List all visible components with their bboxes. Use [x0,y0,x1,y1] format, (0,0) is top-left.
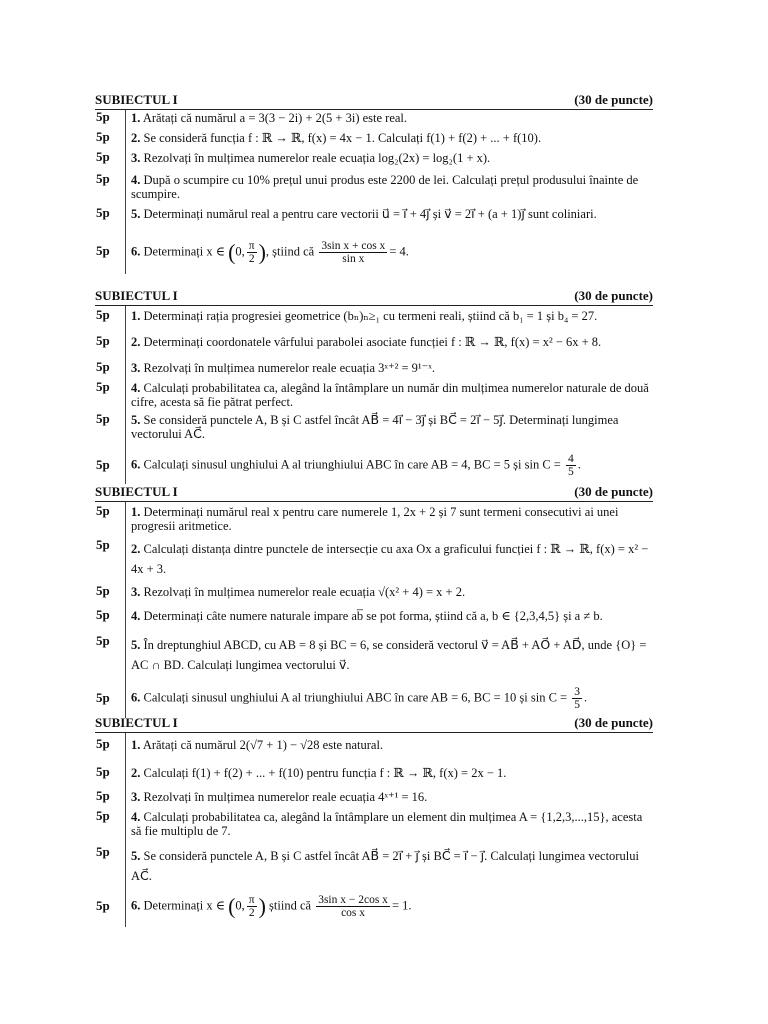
problem-points: 5p [96,333,110,348]
problem-number: 6. [131,457,141,472]
problem-text: Se consideră punctele A, B și C astfel încât AB⃗ = 2i⃗ + j⃗ și BC⃗ = i⃗ − j⃗. Calculați lungimea vectorului AC⃗. [131,849,639,883]
problem-number: 3. [131,585,141,599]
section-points: (30 de puncte) [574,288,653,303]
problem-text: Calculați distanța dintre punctele de intersecție cu axa Ox a graficului funcției f : ℝ → ℝ, f(x) = x² − 4x + 3. [131,542,649,576]
equation-fraction: $\frac{\text{3sin x + cos x}}{\text{sin x}}$ [321,240,386,265]
problem-text: Calculați probabilitatea ca, alegând la întâmplare un element din mulțimea A = {1,2,3,...,15}, acesta să fie multiplu de 7. [131,810,643,838]
interval-fraction: $\frac{\pi}{2}$ [248,240,255,265]
problem-text: Determinați rația progresiei geometrice (bₙ)ₙ≥₁ cu termeni reali, știind că b₁ = 1 și b₄ = 27. [143,309,598,323]
problem-list [96,502,653,718]
problem-item: 5p 6. Calculați sinusul unghiului A al triunghiului ABC în care AB = 4, BC = 5 și sin C = $\frac{4}{5}$ . [96,453,581,478]
section-title: SUBIECTUL I [95,715,178,730]
problem-text: Arătați că numărul 2(√7 + 1) − √28 este natural. [142,738,384,752]
problem-item [96,379,653,412]
problem-text: Calculați probabilitatea ca, alegând la întâmplare un număr din mulțimea numerelor naturale de două cifre, acesta să fie pătrat perfect. [131,381,649,409]
problem-list [96,306,653,484]
problem-item [96,632,653,678]
section-title: SUBIECTUL I [95,92,178,107]
section-header [95,484,653,502]
problem-points: 5p [96,243,110,258]
subject-section-1 [95,92,653,274]
problem-text: Rezolvați în mulțimea numerelor reale ecuația log₂(2x) = log₂(1 + x). [143,151,491,165]
problem-points: 5p [96,411,110,426]
problem-points: 5p [96,205,110,220]
problem-number: 4. [131,173,141,187]
problem-number: 4. [131,381,141,395]
problem-item [96,502,653,536]
problem-item [96,733,653,763]
problem-text: Rezolvați în mulțimea numerelor reale ecuația 3ˣ⁺² = 9¹⁻ˣ. [143,361,435,375]
problem-number: 5. [131,207,141,221]
problem-number: 5. [131,413,141,427]
problem-number: 3. [131,151,141,165]
problem-list [96,733,653,927]
problem-points: 5p [96,898,110,913]
problem-text: Calculați sinusul unghiului A al triunghiului ABC în care AB = 6, BC = 10 și sin C = [143,690,568,705]
problem-item [96,580,653,606]
problem-points: 5p [96,149,110,164]
problem-points: 5p [96,503,110,518]
problem-number: 2. [131,131,141,145]
problem-points: 5p [96,633,110,648]
problem-points: 5p [96,537,110,552]
equation-fraction: $\frac{3}{5}$ [574,686,580,711]
problem-text: Determinați câte numere naturale impare ab̅ se pot forma, știind că a, b ∈ {2,3,4,5} și a ≠ b. [143,609,603,623]
subject-section-2 [95,288,653,484]
problem-number: 1. [131,111,141,125]
problem-item [96,358,653,380]
problem-item: 5p 6. Determinați x ∈ (0, $\frac{\pi}{2}$ ) știind că $\frac{\text{3sin x − 2cos x}}{\text{cos x}}$ = 1. [96,893,412,919]
problem-text: Determinați x ∈ [143,244,225,259]
problem-text: Determinați numărul real a pentru care vectorii u⃗ = i⃗ + 4j⃗ și v⃗ = 2i⃗ + (a + 1)j⃗ sunt coliniari. [143,207,597,221]
problem-item: 5p 6. Determinați x ∈ (0, $\frac{\pi}{2}$ ), știind că $\frac{\text{3sin x + cos x}}{\text{sin x}}$ = 4. [96,239,409,265]
problem-text: Se consideră punctele A, B și C astfel încât AB⃗ = 4i⃗ − 3j⃗ și BC⃗ = 2i⃗ − 5j⃗. Determinați lungimea vectorului AC⃗. [131,413,619,441]
section-header [95,288,653,306]
section-points: (30 de puncte) [574,92,653,107]
problem-number: 6. [131,898,141,913]
problem-points: 5p [96,736,110,751]
problem-text: Se consideră funcția f : ℝ → ℝ, f(x) = 4x − 1. Calculați f(1) + f(2) + ... + f(10). [143,131,542,145]
problem-item: 5p 6. Calculați sinusul unghiului A al triunghiului ABC în care AB = 6, BC = 10 și sin C = $\frac{3}{5}$ . [96,686,588,711]
problem-points: 5p [96,379,110,394]
problem-number: 6. [131,244,141,259]
problem-points: 5p [96,457,110,472]
problem-points: 5p [96,764,110,779]
problem-number: 4. [131,810,141,824]
problem-number: 1. [131,309,141,323]
subject-section-3 [95,484,653,718]
problem-number: 3. [131,361,141,375]
problem-points: 5p [96,690,110,705]
problem-text: Calculați f(1) + f(2) + ... + f(10) pentru funcția f : ℝ → ℝ, f(x) = 2x − 1. [143,766,507,780]
problem-points: 5p [96,607,110,622]
problem-text: Determinați coordonatele vârfului parabolei asociate funcției f : ℝ → ℝ, f(x) = x² − 6x + 8. [143,335,602,349]
problem-number: 5. [131,849,141,863]
problem-text: Rezolvați în mulțimea numerelor reale ecuația 4ˣ⁺¹ = 16. [143,790,428,804]
problem-text: Rezolvați în mulțimea numerelor reale ecuația √(x² + 4) = x + 2. [143,585,466,599]
problem-item [96,204,653,230]
problem-number: 2. [131,766,141,780]
problem-item [96,149,653,172]
subject-section-4 [95,715,653,927]
problem-text: Determinați x ∈ [143,898,225,913]
interval-fraction: $\frac{\pi}{2}$ [248,894,255,919]
problem-points: 5p [96,171,110,186]
problem-number: 3. [131,790,141,804]
problem-item [96,109,653,130]
problem-item [96,332,653,358]
section-title: SUBIECTUL I [95,288,178,303]
problem-points: 5p [96,109,110,124]
problem-number: 2. [131,542,141,556]
problem-number: 1. [131,738,141,752]
problem-number: 4. [131,609,141,623]
problem-text: După o scumpire cu 10% prețul unui produs este 2200 de lei. Calculați prețul produsului înainte de scumpire. [131,173,639,201]
problem-points: 5p [96,359,110,374]
problem-number: 5. [131,638,141,652]
problem-points: 5p [96,307,110,322]
problem-number: 1. [131,505,141,519]
section-header [95,715,653,733]
problem-text: Calculați sinusul unghiului A al triunghiului ABC în care AB = 4, BC = 5 și sin C = [143,457,561,472]
problem-item [96,787,653,809]
problem-points: 5p [96,583,110,598]
problem-item [96,606,653,632]
problem-item [96,843,653,885]
problem-text: În dreptunghiul ABCD, cu AB = 8 și BC = 6, se consideră vectorul v⃗ = AB⃗ + AO⃗ + AD⃗, unde {O} = AC ∩ BD. Calculați lungimea vectorului v⃗. [131,638,647,672]
problem-item [96,129,653,150]
problem-text: Arătați că numărul a = 3(3 − 2i) + 2(5 + 3i) este real. [142,111,408,125]
problem-item [96,536,653,580]
problem-item [96,306,653,332]
section-title: SUBIECTUL I [95,484,178,499]
problem-item [96,808,653,843]
section-points: (30 de puncte) [574,715,653,730]
problem-item [96,171,653,204]
section-header [95,92,653,110]
problem-points: 5p [96,808,110,823]
problem-item [96,411,653,446]
problem-points: 5p [96,788,110,803]
equation-fraction: $\frac{4}{5}$ [567,453,574,478]
problem-points: 5p [96,129,110,144]
problem-number: 6. [131,690,141,705]
problem-number: 2. [131,335,141,349]
problem-text: Determinați numărul real x pentru care numerele 1, 2x + 2 și 7 sunt termeni consecutivi ai unei progresii aritmetice. [131,505,619,533]
problem-item [96,763,653,787]
problem-list [96,109,653,274]
problem-points: 5p [96,844,110,859]
equation-fraction: $\frac{\text{3sin x − 2cos x}}{\text{cos x}}$ [318,894,388,919]
section-points: (30 de puncte) [574,484,653,499]
